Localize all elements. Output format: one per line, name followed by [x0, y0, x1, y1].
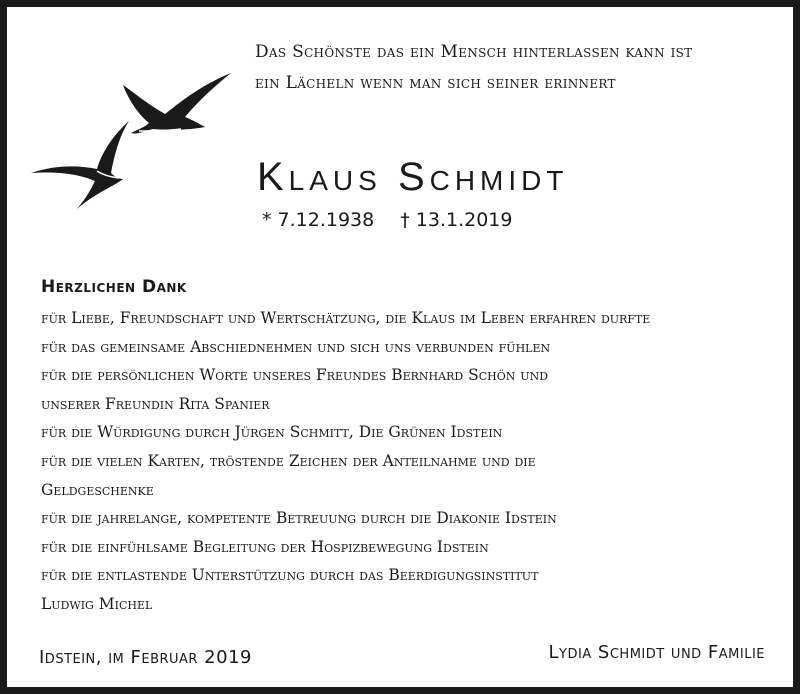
death-date: † 13.1.2019: [400, 209, 513, 231]
thanks-line: für die jahrelange, kompetente Betreuung durch die Diakonie Idstein: [41, 509, 557, 528]
upper-seagull-icon: [123, 73, 231, 134]
birth-date: * 7.12.1938: [262, 209, 375, 231]
thanks-line: für die Würdigung durch Jürgen Schmitt, Die Grünen Idstein: [41, 423, 503, 442]
thanks-line: unserer Freundin Rita Spanier: [41, 394, 270, 413]
place-and-date: Idstein, im Februar 2019: [39, 647, 252, 668]
memorial-quote: [255, 37, 785, 99]
quote-line-2: ein Lächeln wenn man sich seiner erinnert: [255, 73, 616, 93]
thanks-heading: Herzlichen Dank: [41, 277, 187, 297]
deceased-name: Klaus Schmidt: [257, 155, 569, 199]
family-signature: Lydia Schmidt und Familie: [548, 642, 765, 663]
thanks-line: für die persönlichen Worte unseres Freundes Bernhard Schön und: [41, 366, 549, 385]
thanks-line: Ludwig Michel: [41, 594, 153, 613]
thanks-line: Geldgeschenke: [41, 480, 154, 499]
two-seagulls-icon: [25, 65, 245, 225]
thanks-line: für das gemeinsame Abschiednehmen und sich uns verbunden fühlen: [41, 337, 551, 356]
thanks-list: [41, 304, 786, 619]
thanks-line: für die einfühlsame Begleitung der Hospizbewegung Idstein: [41, 537, 489, 556]
thanks-line: für die vielen Karten, tröstende Zeichen der Anteilnahme und die: [41, 451, 536, 470]
quote-line-1: Das Schönste das ein Mensch hinterlassen kann ist: [255, 42, 693, 62]
thanks-line: für die entlastende Unterstützung durch das Beerdigungsinstitut: [41, 566, 539, 585]
thanks-line: für Liebe, Freundschaft und Wertschätzung, die Klaus im Leben erfahren durfte: [41, 309, 651, 327]
lower-seagull-icon: [31, 121, 129, 209]
life-dates: [262, 209, 513, 231]
